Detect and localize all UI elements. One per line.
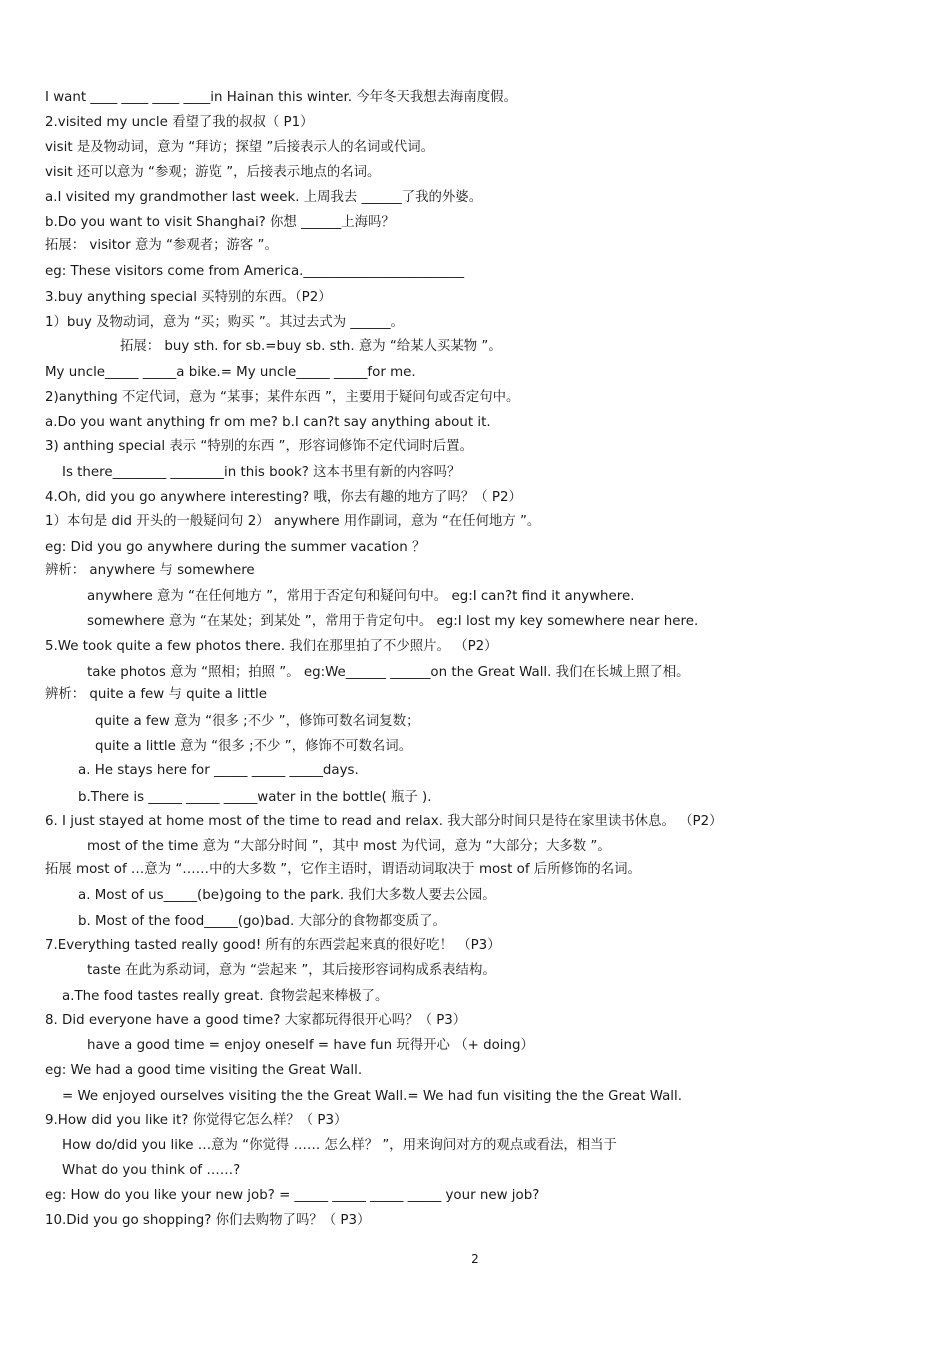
text-line: most of the time 意为 “大部分时间 ”，其中 most 为代词，意为 “大部分；大多数 ”。 xyxy=(87,839,611,854)
text-line: 2)anything 不定代词，意为 “某事；某件东西 ”，主要用于疑问句或否定句中。 xyxy=(45,390,520,405)
text-line: a. He stays here for _____ _____ _____days. xyxy=(78,763,359,778)
text-line: taste 在此为系动词，意为 “尝起来 ”，其后接形容词构成系表结构。 xyxy=(87,963,496,978)
page-number: 2 xyxy=(471,1252,479,1266)
text-line: b. Most of the food_____(go)bad. 大部分的食物都变质了。 xyxy=(78,914,446,929)
text-line: a.I visited my grandmother last week. 上周我去 ______了我的外婆。 xyxy=(45,190,483,205)
text-line: eg: How do you like your new job? = _____ _____ _____ _____ your new job? xyxy=(45,1188,540,1203)
text-line: Is there________ ________in this book? 这本书里有新的内容吗？ xyxy=(62,465,461,480)
text-line: How do/did you like …意为 “你觉得 …… 怎么样？ ”，用来询问对方的观点或看法，相当于 xyxy=(62,1138,617,1153)
text-line: take photos 意为 “照相；拍照 ”。 eg:We______ ______on the Great Wall. 我们在长城上照了相。 xyxy=(87,665,690,680)
text-line: have a good time = enjoy oneself = have fun 玩得开心 （+ doing） xyxy=(87,1038,534,1053)
text-line: quite a few 意为 “很多 ;不少 ”，修饰可数名词复数； xyxy=(95,714,420,729)
text-line: b.Do you want to visit Shanghai? 你想 ______上海吗？ xyxy=(45,215,395,230)
text-line: eg: We had a good time visiting the Great Wall. xyxy=(45,1063,363,1078)
text-line: 10.Did you go shopping? 你们去购物了吗？（ P3） xyxy=(45,1213,371,1228)
text-line: 2.visited my uncle 看望了我的叔叔（ P1） xyxy=(45,115,314,130)
text-line: 辨析： quite a few 与 quite a little xyxy=(45,687,267,702)
text-line: 6. I just stayed at home most of the time to read and relax. 我大部分时间只是待在家里读书休息。 （P2） xyxy=(45,814,723,829)
text-line: 拓展： visitor 意为 “参观者；游客 ”。 xyxy=(45,238,278,253)
text-line: eg: Did you go anywhere during the summer vacation ？ xyxy=(45,540,426,555)
text-line: 拓展： buy sth. for sb.=buy sb. sth. 意为 “给某人买某物 ”。 xyxy=(120,339,502,354)
text-line: a. Most of us_____(be)going to the park. 我们大多数人要去公园。 xyxy=(78,888,496,903)
text-line: 9.How did you like it? 你觉得它怎么样？（ P3） xyxy=(45,1113,348,1128)
text-line: 5.We took quite a few photos there. 我们在那里拍了不少照片。 （P2） xyxy=(45,639,498,654)
text-line: What do you think of ……? xyxy=(62,1163,241,1178)
text-line: somewhere 意为 “在某处；到某处 ”，常用于肯定句中。 eg:I lost my key somewhere near here. xyxy=(87,614,699,629)
text-line: eg: These visitors come from America.________________________ xyxy=(45,264,465,279)
text-line: I want ____ ____ ____ ____in Hainan this winter. 今年冬天我想去海南度假。 xyxy=(45,90,517,105)
text-line: 1）本句是 did 开头的一般疑问句 2） anywhere 用作副词，意为 “在任何地方 ”。 xyxy=(45,514,541,529)
text-line: quite a little 意为 “很多 ;不少 ”，修饰不可数名词。 xyxy=(95,739,413,754)
text-line: 3) anthing special 表示 “特别的东西 ”，形容词修饰不定代词时后置。 xyxy=(45,439,473,454)
text-line: 8. Did everyone have a good time? 大家都玩得很开心吗？（ P3） xyxy=(45,1013,467,1028)
text-line: anywhere 意为 “在任何地方 ”，常用于否定句和疑问句中。 eg:I can?t find it anywhere. xyxy=(87,589,635,604)
text-line: 辨析： anywhere 与 somewhere xyxy=(45,563,255,578)
text-line: 3.buy anything special 买特别的东西。（P2） xyxy=(45,290,332,305)
text-line: = We enjoyed ourselves visiting the the Great Wall.= We had fun visiting the the Great Wall. xyxy=(62,1089,683,1104)
text-line: a.Do you want anything fr om me? b.I can?t say anything about it. xyxy=(45,415,491,430)
text-line: b.There is _____ _____ _____water in the bottle( 瓶子 ). xyxy=(78,790,432,805)
text-line: visit 是及物动词，意为 “拜访；探望 ”后接表示人的名词或代词。 xyxy=(45,140,434,155)
text-line: visit 还可以意为 “参观；游览 ”，后接表示地点的名词。 xyxy=(45,165,381,180)
text-line: 7.Everything tasted really good! 所有的东西尝起来真的很好吃！ （P3） xyxy=(45,938,501,953)
text-line: 拓展 most of …意为 “……中的大多数 ”，它作主语时，谓语动词取决于 most of 后所修饰的名词。 xyxy=(45,862,641,877)
text-line: 1）buy 及物动词，意为 “买；购买 ”。其过去式为 ______。 xyxy=(45,315,404,330)
text-line: 4.Oh, did you go anywhere interesting? 哦，你去有趣的地方了吗？（ P2） xyxy=(45,490,522,505)
text-line: My uncle_____ _____a bike.= My uncle_____ _____for me. xyxy=(45,365,416,380)
text-line: a.The food tastes really great. 食物尝起来棒极了。 xyxy=(62,989,389,1004)
